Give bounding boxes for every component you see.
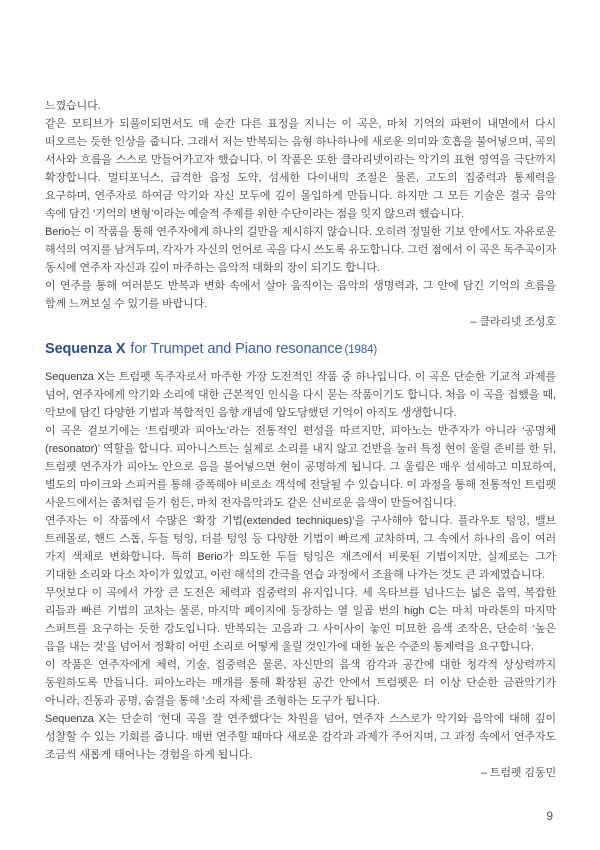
note-paragraph: 무엇보다 이 곡에서 가장 큰 도전은 체력과 집중력의 유지입니다. 세 옥타브를 넘나드는 넓은 음역, 복잡한 리듬과 빠른 기법의 교차는 물론, 마지막 페이지에 등장하는 열 일곱 번의 high C는 마치 마라톤의 마지막 스퍼트를 요구하는 듯한 강도입니다. 반복되는 고음과 그 사이사이 놓인 미묘한 음색 조작은, 단순히 ‘높은 음을 내는 것’을 넘어서 정확히 어떤 소리로 어떻게 울릴 것인가에 대한 높은 수준의 통제력을 요구합니다. — [45, 587, 556, 653]
work-title: Sequenza X — [45, 341, 126, 357]
note-paragraph: 이 작품은 연주자에게 체력, 기술, 집중력은 물론, 자신만의 음색 감각과 공간에 대한 청각적 상상력까지 동원하도록 만듭니다. 피아노라는 매개를 통해 확장된 공간 안에서 트럼펫은 더 이상 단순한 금관악기가 아니라, 진동과 공명, 숨결을 통해 ‘소리 자체’를 조형하는 도구가 됩니다. — [45, 659, 556, 707]
page-number: 9 — [546, 809, 553, 823]
trumpet-note-section — [45, 368, 556, 782]
work-year: (1984) — [344, 344, 378, 356]
note-paragraph: 이 곡은 겉보기에는 ‘트럼펫과 피아노’라는 전통적인 편성을 따르지만, 피아노는 반주자가 아니라 ‘공명체(resonator)’ 역할을 합니다. 피아니스트는 실제로 소리를 내지 않고 건반을 눌러 특정 현이 울릴 준비를 한 뒤, 트럼펫 연주자가 피아노 안으로 음을 불어넣으면 현이 공명하게 됩니다. 그 울림은 매우 섬세하고 미묘하여, 별도의 마이크와 스피커를 통해 증폭해야 비로소 객석에 전달될 수 있습니다. 이 과정을 통해 전통적인 트럼펫 사운드에서는 좀처럼 듣기 힘든, 마치 전자음악과도 같은 신비로운 음색이 만들어집니다. — [45, 425, 556, 509]
note-paragraph: 이 연주를 통해 여러분도 반복과 변화 속에서 살아 움직이는 음악의 생명력과, 그 안에 담긴 기억의 흐름을 함께 느껴보실 수 있기를 바랍니다. — [45, 280, 556, 310]
note-paragraph: 연주자는 이 작품에서 수많은 ‘확장 기법(extended techniques)’을 구사해야 합니다. 플라우토 텅잉, 밸브 트레몰로, 핸드 스톱, 두들 텅잉, 더블 텅잉 등 다양한 기법이 빠르게 교차하며, 그 속에서 하나의 음이 여러 가지 색채로 변화합니다. 특히 Berio가 의도한 두들 텅잉은 재즈에서 비롯된 기법이지만, 실제로는 그가 기대한 소리와 다소 차이가 있었고, 이런 해석의 간극을 연습 과정에서 조율해 나가는 것도 큰 과제였습니다. — [45, 515, 556, 581]
page-content — [45, 97, 556, 782]
note-paragraph: Berio는 이 작품을 통해 연주자에게 하나의 길만을 제시하지 않습니다. 오히려 정밀한 기보 안에서도 자유로운 해석의 여지를 남겨두며, 각자가 자신의 언어로 곡을 다시 쓰도록 유도합니다. 그런 점에서 이 곡은 독주곡이자 동시에 연주자 자신과 깊이 마주하는 음악적 대화의 장이 되기도 합니다. — [45, 226, 556, 274]
work-title-heading — [45, 340, 556, 359]
clarinet-signature: – 클라리넷 조성호 — [470, 316, 556, 328]
note-paragraph: Sequenza X는 트럼펫 독주자로서 마주한 가장 도전적인 작품 중 하나입니다. 이 곡은 단순한 기교적 과제를 넘어, 연주자에게 악기와 소리에 대한 근본적인 인식을 다시 묻는 작품이기도 합니다. 처음 이 곡을 접했을 때, 악보에 담긴 다양한 기법과 복합적인 음향 개념에 압도당했던 기억이 아직도 생생합니다. — [45, 371, 556, 419]
trumpet-signature: – 트럼펫 김동민 — [480, 767, 556, 779]
clarinet-note-section — [45, 97, 556, 331]
work-subtitle: for Trumpet and Piano resonance — [130, 341, 343, 357]
note-paragraph: 같은 모티브가 되풀이되면서도 매 순간 다른 표정을 지니는 이 곡은, 마치 기억의 파편이 내면에서 다시 떠오르는 듯한 인상을 줍니다. 그래서 저는 반복되는 음형 하나하나에 새로운 의미와 호흡을 불어넣으며, 곡의 서사와 흐름을 스스로 만들어가고자 했습니다. 이 작품은 또한 클라리넷이라는 악기의 표현 영역을 극단까지 확장합니다. 멀티포닉스, 급격한 음정 도약, 섬세한 다이내믹 조절은 물론, 고도의 집중력과 통제력을 요구하며, 연주자로 하여금 악기와 자신 모두에 깊이 몰입하게 만듭니다. 하지만 그 모든 기술은 결국 음악 속에 담긴 ‘기억의 변형’이라는 예술적 주제를 위한 수단이라는 점을 잊지 않으려 했습니다. — [45, 118, 556, 220]
note-paragraph: Sequenza X는 단순히 ‘현대 곡을 잘 연주했다’는 차원을 넘어, 연주자 스스로가 악기와 음악에 대해 깊이 성찰할 수 있는 기회를 줍니다. 매번 연주할 때마다 새로운 감각과 과제가 주어지며, 그 과정 속에서 연주자도 조금씩 새롭게 태어나는 경험을 하게 됩니다. — [45, 713, 556, 761]
note-paragraph: 느꼈습니다. — [45, 100, 101, 112]
